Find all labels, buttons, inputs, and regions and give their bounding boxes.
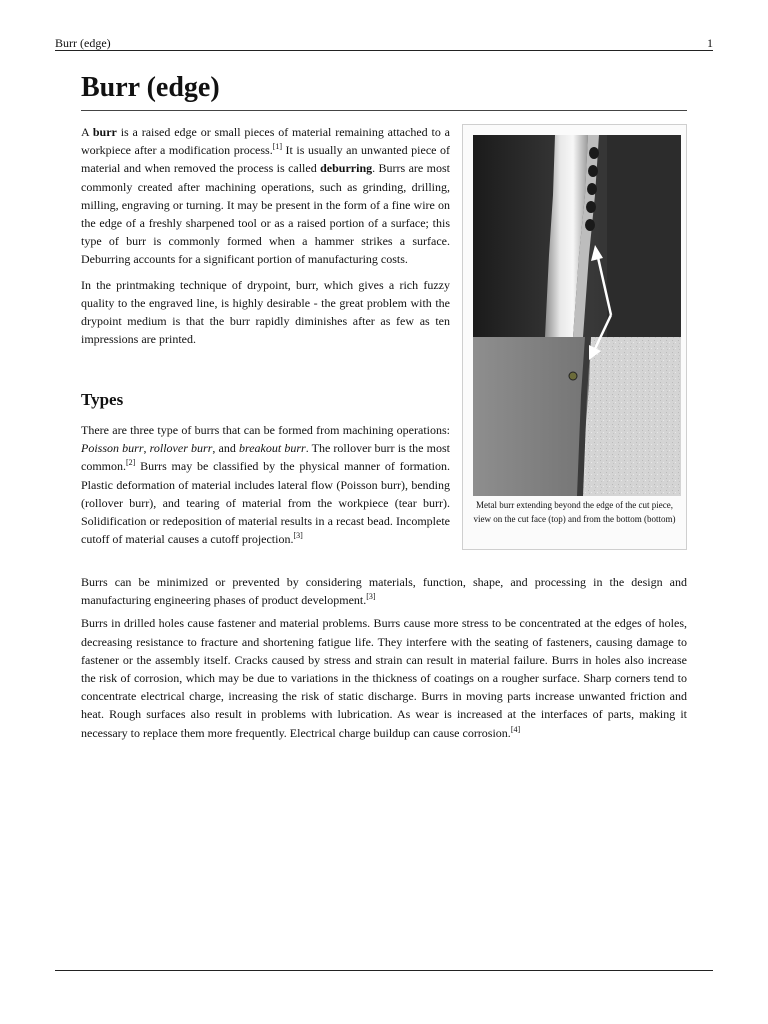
page-title: Burr (edge) [81,70,687,111]
types-paragraph-3: Burrs in drilled holes cause fastener and material problems. Burrs cause more stress to be concentrated at the edges of holes, decreasing resistance to fracture and shortening fatigue life. They interfere with the seating of fasteners, causing damage to fastener or the assembly itself. Cracks caused by stress and strain can result in material failure. Burrs in holes also increase the risk of corrosion, which may be due to variations in the thickness of coatings on a rougher surface. Sharp corners tend to concentrate electrical charge, increasing the risk of static discharge. Burrs in moving parts increase unwanted friction and heat. Rough surfaces also result in problems with lubrication. As wear is increased at the interfaces of parts, making it necessary to replace them more frequently. Electrical charge buildup can cause corrosion.[4] [81,616,687,740]
term-breakout-burr: breakout burr [238,441,306,456]
citation-3[interactable]: [3] [366,592,376,602]
intro-paragraph-1: A burr is a raised edge or small pieces of material remaining attached to a workpiece after a modification process.[1] It is usually an unwanted piece of material and when removed the process is called deburring. Burrs are most commonly created after machining operations, such as grinding, drilling, milling, engraving or turning. It may be present in the form of a fine wire on the edge of a freshly sharpened tool or as a raised portion of a surface; this type of burr is commonly formed when a hammer strikes a surface. Deburring accounts for a significant portion of manufacturing costs. [81,125,451,267]
figure-caption: Metal burr extending beyond the edge of the cut piece, view on the cut face (top) and from the bottom (bottom) [473,500,676,524]
intro-section [81,123,450,348]
term-deburring: deburring [320,161,373,176]
citation-4[interactable]: [4] [510,724,521,734]
citation-1[interactable]: [1] [272,142,283,152]
types-paragraph-1: There are three type of burrs that can be formed from machining operations: Poisson burr, rollover burr, and breakout burr. The rollover burr is the most common.[2] Burrs may be classified by the physical manner of formation. Plastic deformation of material includes lateral flow (Poisson burr), bending (rollover burr), and tearing of material from the workpiece (tear burr). Solidification or redeposition of material results in a recast bead. Incomplete cutoff of material causes a cutoff projection.[3] [81,423,450,547]
footer-divider [55,970,713,971]
running-header [55,36,713,51]
term-poisson-burr: Poisson burr [81,441,144,456]
section-heading-types: Types [81,390,124,409]
term-burr: burr [92,125,117,139]
types-paragraph-2: Burrs can be minimized or prevented by considering materials, function, shape, and processing in the design and manufacturing engineering phases of product development.[3] [81,575,687,608]
types-section-continued [81,573,687,742]
types-section [81,421,450,548]
term-rollover-burr: rollover burr [149,441,213,456]
citation-3[interactable]: [3] [293,531,303,541]
running-title: Burr (edge) [55,36,111,50]
figure-thumbnail [462,124,687,550]
burr-photo [473,135,681,496]
page-number: 1 [707,36,713,50]
citation-2[interactable]: [2] [126,458,136,468]
intro-paragraph-2: In the printmaking technique of drypoint, burr, which gives a rich fuzzy quality to the engraved line, is highly desirable - the great problem with the drypoint medium is that the burr rapidly diminishes after as few as ten impressions are printed. [81,277,450,347]
